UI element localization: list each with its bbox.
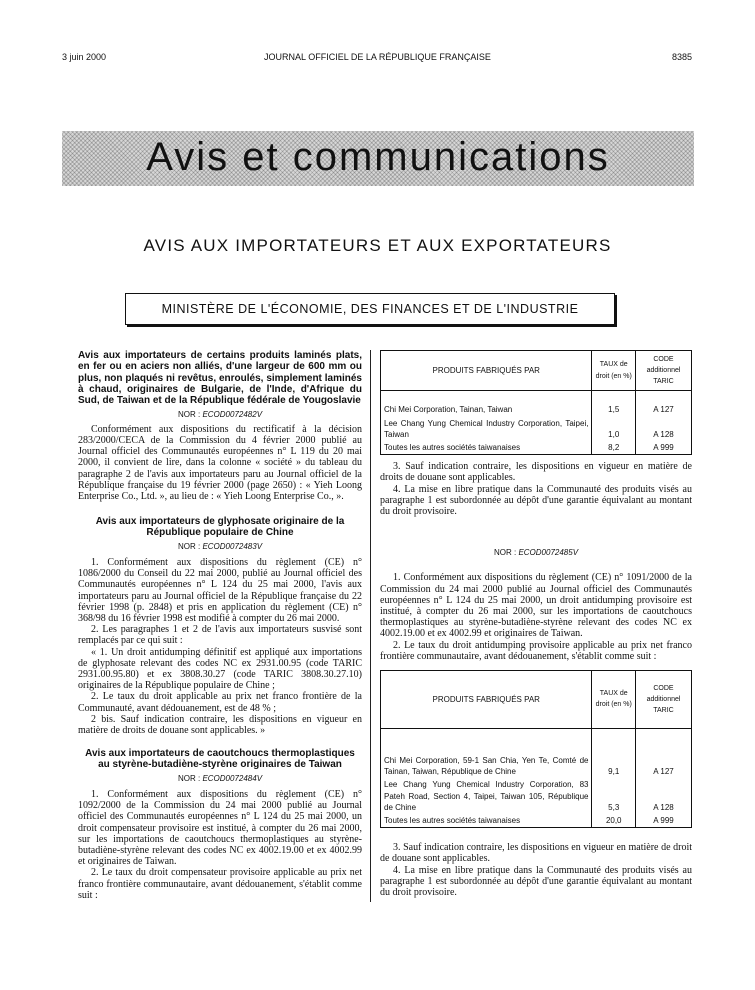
company-cell: Toutes les autres sociétés taiwanaises	[381, 441, 592, 455]
column-header: TAUX de droit (en %)	[592, 351, 636, 391]
paragraph: Conformément aux dispositions du rectificatif à la décision 283/2000/CECA de la Commission du 4 février 2000 publié au Journal officiel des Communautés européennes n° L 119 du 20 mai 2000, il convient de lire, dans la colonne « société » du tableau du paragraphe 2 de l'avis aux importateurs paru au Journal officiel de la République française du 19 février 2000 (page 2650) : « Yieh Loong Enterprise Co., Ltd. », au lieu de : « Yieh Loong Enterprise Co., ».	[78, 423, 362, 502]
company-cell: Toutes les autres sociétés taiwanaises	[381, 814, 592, 828]
header-journal: JOURNAL OFFICIEL DE LA RÉPUBLIQUE FRANÇAISE	[264, 52, 491, 62]
rate-cell: 5,3	[592, 778, 636, 814]
ministry-label: MINISTÈRE DE L'ÉCONOMIE, DES FINANCES ET DE L'INDUSTRIE	[161, 302, 579, 316]
paragraph: 4. La mise en libre pratique dans la Communauté des produits visés au paragraphe 1 est subordonnée au dépôt d'une garantie équivalant au montant du droit provisoire.	[380, 483, 692, 517]
company-cell: Lee Chang Yung Chemical Industry Corporation, Taipei, Taiwan	[381, 417, 592, 441]
paragraph: 1. Conformément aux dispositions du règlement (CE) n° 1086/2000 du Conseil du 22 mai 2000, publié au Journal officiel des Communautés européennes n° L 124 du 25 mai 2000, l'avis aux importateurs paru au Journal officiel de la République française du 22 février 1998 (p. 2848) et pris en application du règlement (CE) n° 368/98 du 16 février 1998 est modifié à compter du 26 mai 2000.	[78, 556, 362, 624]
left-column	[78, 350, 362, 901]
paragraph: 2. Le taux du droit compensateur provisoire applicable au prix net franco frontière communautaire, avant dédouanement, s'établit comme suit :	[78, 867, 362, 901]
column-header: CODE additionnel TARIC	[636, 670, 692, 728]
article-title: Avis aux importateurs de glyphosate originaire de la République populaire de Chine	[95, 516, 345, 539]
paragraph: 3. Sauf indication contraire, les dispositions en vigueur en matière de droit de douane sont applicables.	[380, 842, 692, 865]
table-row	[381, 778, 692, 814]
paragraph: 4. La mise en libre pratique dans la Communauté des produits visés au paragraphe 1 est subordonnée au dépôt d'une garantie équivalant au montant du droit provisoire.	[380, 864, 692, 899]
nor-reference: NOR : ECOD0072484V	[177, 773, 263, 783]
banner-title: Avis et communications	[146, 135, 610, 179]
paragraph: 2. Le taux du droit applicable au prix net franco frontière de la Communauté, avant dédouanement, est de 48 % ;	[78, 691, 362, 714]
section-title: AVIS AUX IMPORTATEURS ET AUX EXPORTATEURS	[143, 236, 612, 255]
paragraph: 2. Le taux du droit antidumping provisoire applicable au prix net franco frontière communautaire, avant dédouanement, s'établit comme suit :	[380, 639, 692, 662]
table-row	[381, 391, 692, 417]
paragraph: « 1. Un droit antidumping définitif est appliqué aux importations de glyphosate relevant des codes NC ex 2931.00.95 (code TARIC 2931.00.95.80) et ex 3808.30.27 (code TARIC 3808.30.27.10) originaires de la République populaire de Chine ;	[78, 646, 362, 692]
company-cell: Chi Mei Corporation, 59-1 San Chia, Yen Te, Comté de Tainan, Taiwan, République de Chine	[381, 728, 592, 778]
nor-reference: NOR : ECOD0072485V	[493, 548, 579, 558]
table-row	[381, 814, 692, 828]
table-row	[381, 728, 692, 778]
code-cell: A 127	[636, 728, 692, 778]
column-divider	[370, 350, 371, 902]
right-column	[380, 350, 692, 898]
ministry-box	[125, 293, 615, 325]
rate-cell: 20,0	[592, 814, 636, 828]
nor-reference: NOR : ECOD0072482V	[177, 410, 263, 420]
paragraph: 1. Conformément aux dispositions du règlement (CE) n° 1092/2000 de la Commission du 24 mai 2000 publié au Journal officiel des Communautés européennes n° L 124 du 25 mai 2000, un droit compensateur provisoire est institué, à compter du 26 mai 2000, sur les importations de caoutchoucs thermoplastiques au styrène-butadiène-styrène relevant des codes NC ex 4002.19.00 et ex 4002.99 et originaires de Taiwan.	[78, 788, 362, 868]
column-header: TAUX de droit (en %)	[592, 670, 636, 728]
company-cell: Chi Mei Corporation, Tainan, Taiwan	[381, 391, 592, 417]
rate-cell: 1,0	[592, 417, 636, 441]
code-cell: A 999	[636, 814, 692, 828]
code-cell: A 999	[636, 441, 692, 455]
header-page-number: 8385	[671, 52, 692, 62]
rate-cell: 8,2	[592, 441, 636, 455]
header-date: 3 juin 2000	[62, 52, 107, 62]
column-header: PRODUITS FABRIQUÉS PAR	[381, 670, 592, 728]
duty-table-2	[380, 670, 692, 828]
duty-table-1	[380, 350, 692, 455]
paragraph: 3. Sauf indication contraire, les dispositions en vigueur en matière de droits de douane sont applicables.	[380, 461, 692, 484]
article-title: Avis aux importateurs de caoutchoucs thermoplastiques au styrène-butadiène-styrène originaires de Taiwan	[85, 748, 355, 771]
section-banner	[62, 131, 694, 186]
table-header-row	[381, 670, 692, 728]
table-row	[381, 441, 692, 455]
column-header: PRODUITS FABRIQUÉS PAR	[381, 351, 592, 391]
code-cell: A 128	[636, 417, 692, 441]
rate-cell: 9,1	[592, 728, 636, 778]
company-cell: Lee Chang Yung Chemical Industry Corporation, 83 Pateh Road, Section 4, Taipei, Taiwan 105, République de Chine	[381, 778, 592, 814]
code-cell: A 128	[636, 778, 692, 814]
paragraph: 1. Conformément aux dispositions du règlement (CE) n° 1091/2000 de la Commission du 24 mai 2000 publié au Journal officiel des Communautés européennes n° L 124 du 25 mai 2000, un droit antidumping provisoire est institué, à compter du 26 mai 2000, sur les importations de caoutchoucs thermoplastiques au styrène-butadiène-styrène relevant des codes NC ex 4002.19.00 et ex 4002.99 et originaires de Taiwan.	[380, 572, 692, 640]
article-title: Avis aux importateurs de certains produits laminés plats, en fer ou en aciers non alliés, d'une largeur de 600 mm ou plus, non plaqués ni revêtus, enroulés, simplement laminés à chaud, originaires de Bulgarie, de l'Inde, d'Afrique du Sud, de Taiwan et de la République fédérale de Yougoslavie	[78, 350, 362, 407]
table-row	[381, 417, 692, 441]
code-cell: A 127	[636, 391, 692, 417]
rate-cell: 1,5	[592, 391, 636, 417]
paragraph: 2. Les paragraphes 1 et 2 de l'avis aux importateurs susvisé sont remplacés par ce qui suit :	[78, 624, 362, 647]
column-header: CODE additionnel TARIC	[636, 351, 692, 391]
nor-reference: NOR : ECOD0072483V	[177, 541, 263, 551]
paragraph: 2 bis. Sauf indication contraire, les dispositions en vigueur en matière de droits de douane sont applicables. »	[78, 713, 362, 736]
table-header-row	[381, 351, 692, 391]
